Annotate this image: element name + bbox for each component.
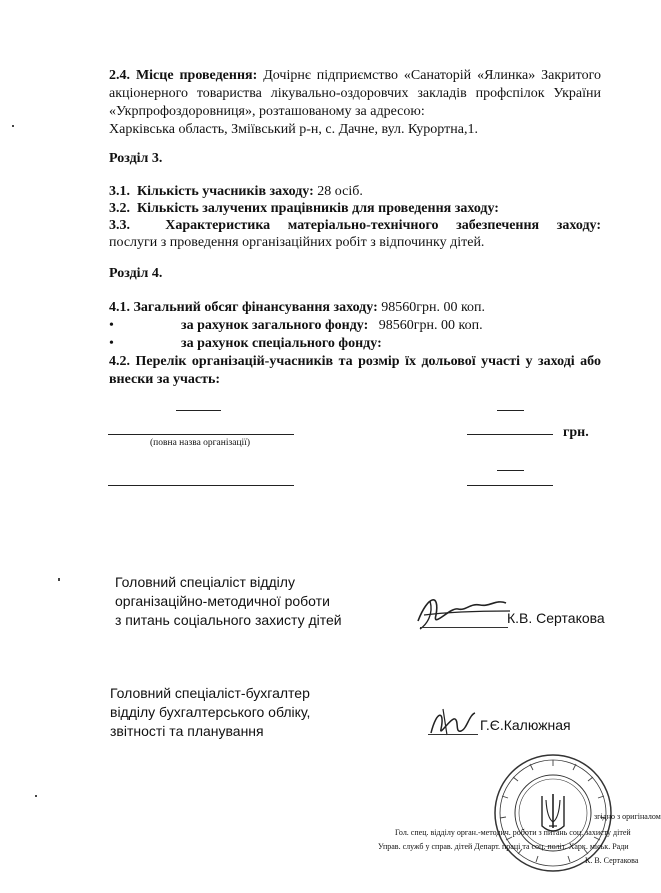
signature-1-title-line-2: організаційно-методичної роботи (115, 593, 330, 609)
item-3-2-num: 3.2. (109, 201, 130, 216)
currency-label (563, 424, 589, 442)
item-3-1 (109, 183, 601, 201)
form-line-short-1 (176, 410, 221, 411)
signature-2-name: Г.Є.Калюжная (480, 717, 571, 733)
bullet-1-symbol: • (109, 318, 114, 333)
scan-speck (58, 578, 60, 581)
currency-label-text: грн. (563, 425, 589, 440)
amount-line-1 (467, 434, 553, 435)
amount-line-2 (467, 485, 553, 486)
form-line-short-2 (497, 410, 524, 411)
item-4-1-value: 98560грн. 00 коп. (377, 300, 486, 315)
item-3-1-num: 3.1. (109, 184, 130, 199)
signature-2-title-line-2: відділу бухгалтерського обліку, (110, 704, 311, 720)
section-2-4-address: Харківська область, Зміївський р-н, с. Дачне, вул. Курортна,1. (109, 122, 478, 137)
bullet-2 (181, 335, 382, 353)
item-4-1 (109, 299, 601, 317)
signature-2-title-line-1: Головний спеціаліст-бухгалтер (110, 685, 310, 701)
item-4-1-label: 4.1. Загальний обсяг фінансування заходу: (109, 300, 378, 315)
item-4-2-label: 4.2. Перелік організацій-учасників та розмір їх дольової участі у заході або внески за участь: (109, 354, 601, 387)
bullet-2-symbol: • (109, 336, 114, 351)
form-line-short-3 (497, 470, 524, 471)
stamp-note-line-1: Гол. спец. відділу орган.-методич. роботи з питань соц. захисту дітей (395, 828, 631, 837)
item-3-2 (109, 200, 601, 218)
item-3-1-label: Кількість учасників заходу: (137, 184, 314, 199)
stamp-note-line-2: Управ. служб у справ. дітей Департ. праці та соц. політ. Харк. міськ. Ради (378, 842, 629, 851)
section-2-4 (109, 67, 601, 121)
org-name-line-1 (108, 434, 294, 435)
signature-2-title (110, 684, 310, 741)
item-3-3 (109, 217, 601, 235)
section-3-title (109, 150, 162, 168)
signature-2-line (428, 734, 478, 735)
signature-1-title-line-1: Головний спеціаліст відділу (115, 574, 295, 590)
bullet-1-value: 98560грн. 00 коп. (378, 318, 483, 333)
item-3-3-text: послуги з проведення організаційних робіт з відпочинку дітей. (109, 235, 485, 250)
scan-speck (35, 795, 37, 797)
item-3-1-value: 28 осіб. (313, 184, 363, 199)
section-4-title-text: Розділ 4. (109, 266, 163, 281)
item-3-3-label: Характеристика матеріально-технічного забезпечення заходу: (165, 218, 602, 233)
bullet-2-label: за рахунок спеціального фонду: (181, 336, 382, 351)
signature-1-name: К.В. Сертакова (507, 610, 605, 626)
bullet-1-label: за рахунок загального фонду: (181, 318, 369, 333)
bullet-1 (181, 317, 483, 335)
section-2-4-label: 2.4. Місце проведення: (109, 68, 258, 83)
section-2-4-text: Дочірнє підприємство «Санаторій «Ялинка» Закритого акціонерного товариства лікувально-оздоровчих закладів профспілок України «Укрпрофоздоровниця», розташованому за адресою: (109, 68, 602, 119)
section-3-title-text: Розділ 3. (109, 151, 163, 166)
stamp-note-name: К. В. Сертакова (585, 856, 639, 865)
item-3-3-num: 3.3. (109, 218, 130, 233)
org-name-caption: (повна назва організації) (150, 438, 250, 448)
scan-speck (12, 125, 14, 127)
signature-1-title (115, 573, 342, 630)
item-4-2 (109, 353, 601, 389)
item-3-2-label: Кількість залучених працівників для проведення заходу: (137, 201, 499, 216)
signature-1-line (420, 627, 508, 628)
org-name-line-2 (108, 485, 294, 486)
stamp-note-certified: згідно з оригіналом (594, 812, 661, 821)
signature-1-title-line-3: з питань соціального захисту дітей (115, 612, 342, 628)
section-4-title (109, 265, 162, 283)
signature-2-title-line-3: звітності та планування (110, 723, 264, 739)
